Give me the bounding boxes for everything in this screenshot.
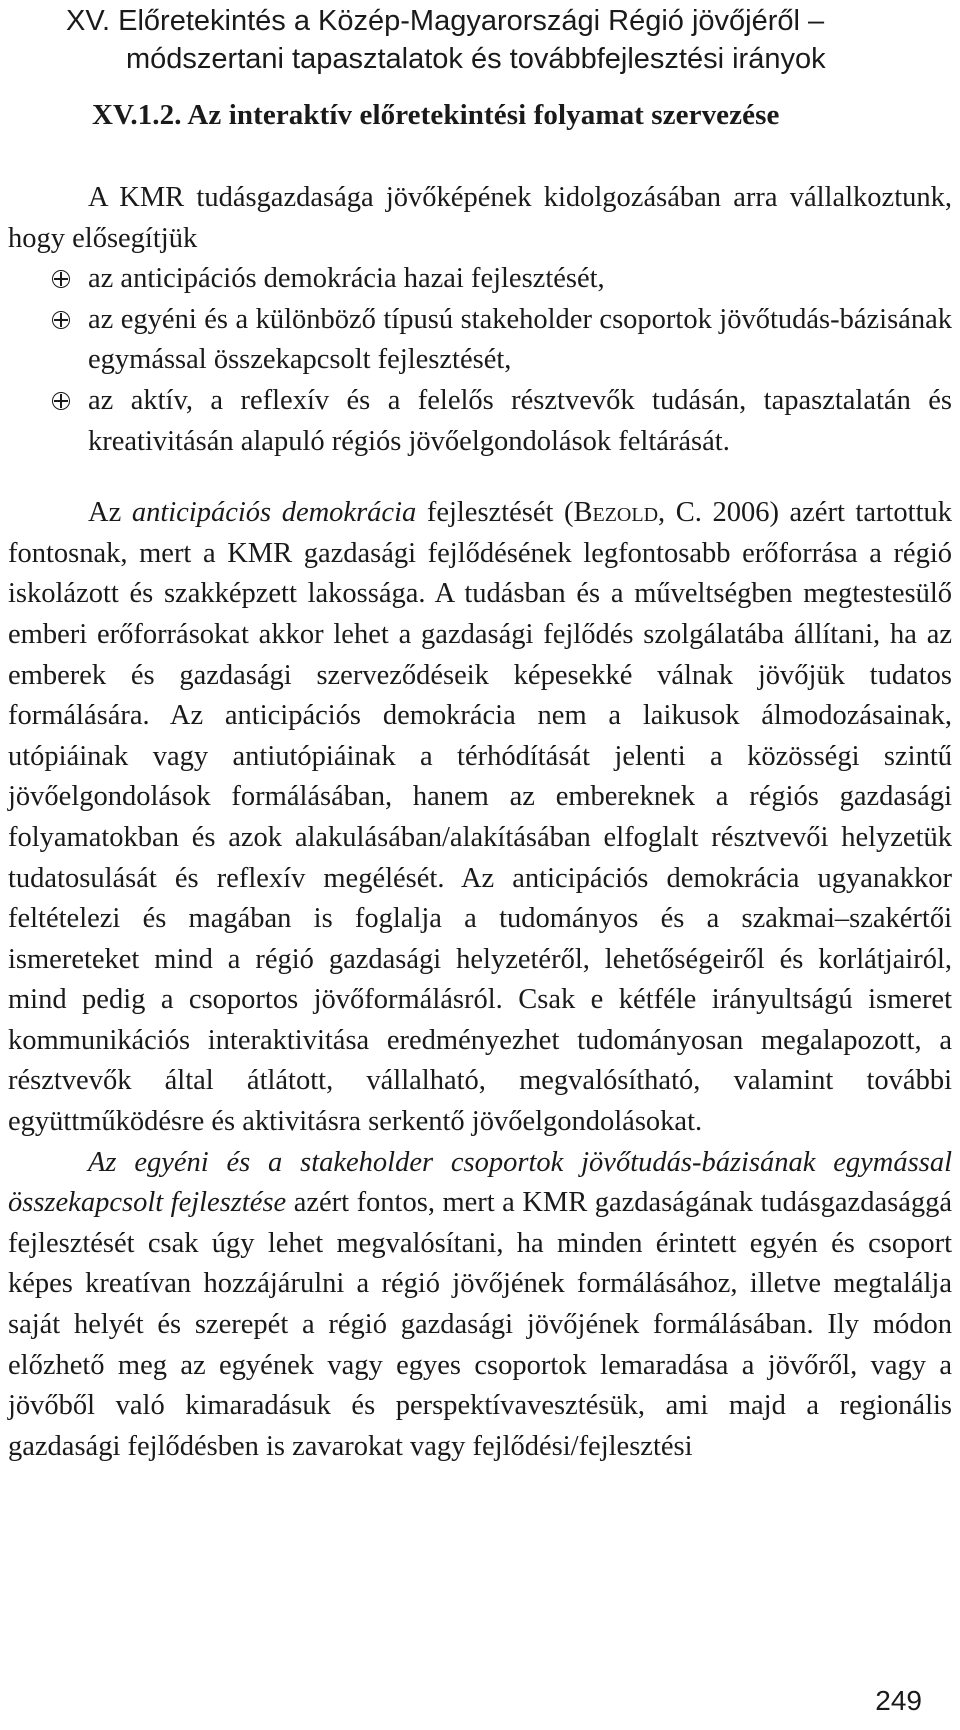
bullet-list: [8, 259, 952, 462]
section-title: XV.1.2. Az interaktív előretekintési folyamat szervezése: [92, 99, 780, 131]
running-header: [66, 2, 946, 78]
circled-plus-bullet-icon: [52, 392, 70, 410]
paragraph-mid: fejlesztését (: [416, 497, 574, 529]
page-number: 249: [875, 1685, 922, 1716]
emphasis-term: Az egyéni és a stakeholder csoportok jövőtudás-bázisának egymással összekapcsolt fejlesztése: [8, 1146, 952, 1219]
citation-author: Bezold: [573, 497, 659, 529]
emphasis-term: anticipációs demokrácia: [131, 497, 417, 529]
circled-plus-bullet-icon: [52, 270, 70, 288]
running-header-line-1: XV. Előretekintés a Közép-Magyarországi Régió jövőjéről –: [66, 5, 825, 37]
list-item: [8, 259, 952, 300]
running-header-line-2: módszertani tapasztalatok és továbbfejlesztési irányok: [126, 43, 826, 75]
list-item-text: az aktív, a reflexív és a felelős résztvevők tudásán, tapasztalatán és kreativitásán alapuló régiós jövőelgondolások feltárását.: [88, 384, 952, 457]
paragraph-spacer: [8, 462, 952, 493]
body-text: [8, 178, 952, 1467]
paragraph-rest: azért fontos, mert a KMR gazdaságának tudásgazdasággá fejlesztését csak úgy lehet megvalósítani, ha minden érintett egyén és csoport képes kreatívan hozzájárulni a régió jövőjének formálásához, illetve megtalálja saját helyét és szerepét a régió gazdasági jövőjének formálásában. Ily módon előzhető meg az egyének vagy egyes csoportok lemaradása a jövőről, vagy a jövőből való kimaradásuk és perspektívavesztésük, ami majd a regionális gazdasági fejlődésben is zavarokat vagy fejlődési/fejlesztési: [8, 1187, 952, 1462]
list-item: [8, 300, 952, 381]
paragraph-lead: Az: [88, 497, 132, 529]
list-item-text: az egyéni és a különböző típusú stakeholder csoportok jövőtudás-bázisának egymással összekapcsolt fejlesztését,: [88, 303, 952, 376]
circled-plus-bullet-icon: [52, 311, 70, 329]
paragraph-rest: , C. 2006) azért tartottuk fontosnak, mert a KMR gazdasági fejlődésének legfontosabb erőforrása a régió iskolázott és szakképzett lakossága. A tudásban és a műveltségben megtestesülő emberi erőforrásokat akkor lehet a gazdasági fejlődés szolgálatába állítani, ha az emberek és gazdasági szerveződéseik képesekké válnak jövőjük tudatos formálására. Az anticipációs demokrácia nem a laikusok álmodozásainak, utópiáinak vagy antiutópiáinak a térhódítását jelenti a közösségi szintű jövőelgondolások formálásában, hanem az embereknek a régiós gazdasági folyamatokban és azok alakulásában/alakításában elfoglalt résztvevői helyzetük tudatosulását és reflexív megélését. Az anticipációs demokrácia ugyanakkor feltételezi és magában is foglalja a tudományos és a szakmai–szakértői ismereteket mind a régió gazdasági helyzetéről, lehetőségeiről és korlátjairól, mind pedig a csoportos jövőformálásról. Csak e kétféle irányultságú ismeret kommunikációs interaktivitása eredményezhet tudományosan megalapozott, a résztvevők által átlátott, vállalható, megvalósítható, valamint további együttműködésre és aktivitásra serkentő jövőelgondolásokat.: [8, 497, 952, 1138]
list-item: [8, 381, 952, 462]
paragraph-knowledge-base: [8, 1143, 952, 1468]
paragraph-anticipatory-democracy: [8, 493, 952, 1143]
intro-paragraph: A KMR tudásgazdasága jövőképének kidolgozásában arra vállalkoztunk, hogy elősegítjük: [8, 182, 952, 254]
list-item-text: az anticipációs demokrácia hazai fejlesztését,: [88, 263, 605, 295]
